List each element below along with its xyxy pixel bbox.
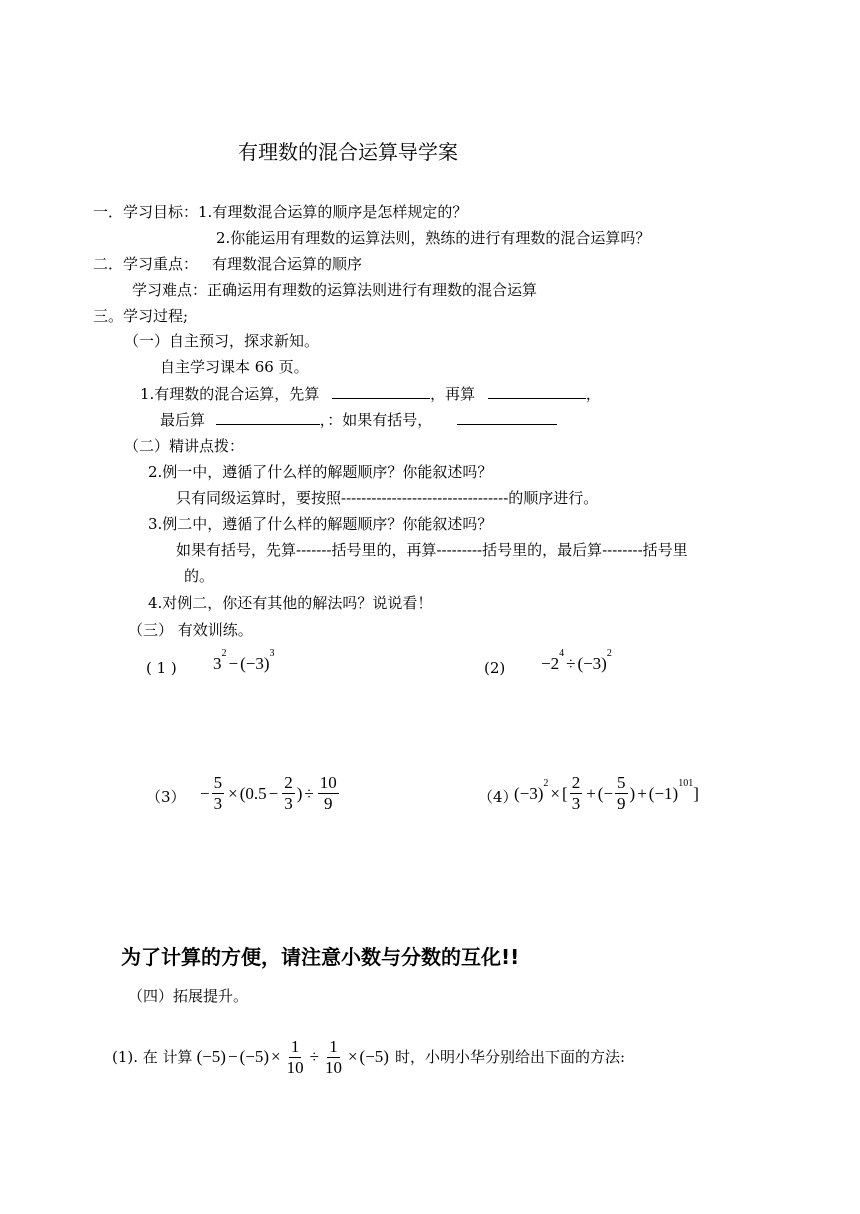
part2-q3: 3.例二中，遵循了什么样的解题顺序？你能叙述吗？ [148, 515, 493, 533]
problem-2-label: (2) [484, 659, 506, 677]
fraction: $\frac{1}{10}$ [286, 1036, 304, 1077]
q1-text-c: ， [585, 385, 601, 403]
extension-problem-1 [112, 1032, 625, 1082]
part4-heading: （四）拓展提升。 [128, 987, 249, 1005]
problem-1-label: ( 1 ) [146, 659, 177, 677]
part2-heading: （二）精讲点拨： [124, 437, 245, 455]
q1-text-b: ，再算 [430, 385, 476, 403]
q1-text-d: 最后算 [160, 411, 206, 429]
problem-1-expression: $3^2$ − $(-3)^3$ [213, 648, 275, 673]
part1-heading: （一）自主预习，探求新知。 [124, 332, 320, 350]
extension-tail: 时，小明小华分别给出下面的方法: [394, 1048, 626, 1066]
difficulty-line [132, 280, 537, 300]
part3-heading: （三） 有效训练。 [128, 621, 253, 639]
problem-4-expression: $(-3)^2$ × [ $\frac{2}{3}$ + (− $\frac{5}{9}$ ) + $(-1)^{101}$ ] [514, 773, 699, 813]
blank-first[interactable] [332, 384, 430, 399]
focus-text: 有理数混合运算的顺序 [212, 255, 363, 273]
fraction: $\frac{2}{3}$ [284, 773, 293, 813]
extension-expression: (−5) − (−5) × $\frac{1}{10}$ ÷ $\frac{1}{10}$ × (−5) [196, 1036, 389, 1077]
part2-q3-answer-1: 如果有括号，先算-------括号里的，再算---------括号里的，最后算--------括号里 [176, 541, 688, 559]
blank-bracket[interactable] [457, 410, 557, 425]
blank-last[interactable] [216, 410, 320, 425]
part1-line: 自主学习课本 66 页。 [160, 358, 309, 376]
q1-text-a: 1.有理数的混合运算，先算 [140, 385, 320, 403]
problem-3-label: （3） [146, 788, 186, 806]
fraction: $\frac{2}{3}$ [571, 773, 581, 813]
problem-3-expression: − $\frac{5}{3}$ × (0.5 − $\frac{2}{3}$ ) ÷ $\frac{10}{9}$ [200, 773, 337, 813]
goals-item-2: 2.你能运用有理数的运算法则，熟练的进行有理数的混合运算吗？ [216, 229, 651, 247]
problem-2-expression: $-2^4$ ÷ $(-3)^2$ [541, 648, 612, 673]
focus-line [93, 254, 362, 274]
part2-q2: 2.例一中，遵循了什么样的解题顺序？你能叙述吗？ [148, 463, 493, 481]
problem-4-label: （4） [478, 788, 518, 806]
blank-then[interactable] [488, 384, 586, 399]
extension-label: (1). 在 计算 [112, 1048, 193, 1066]
goals-line-1 [93, 202, 467, 222]
goals-item-1: 1.有理数混合运算的顺序是怎样规定的？ [198, 203, 468, 221]
part2-q2-answer: 只有同级运算时，要按照---------------------------------的顺序进行。 [176, 489, 599, 507]
fraction: $\frac{5}{9}$ [617, 773, 626, 813]
fraction: $\frac{10}{9}$ [319, 773, 337, 813]
difficulty-label: 学习难点： [132, 281, 208, 299]
fraction: $\frac{5}{3}$ [213, 773, 223, 813]
difficulty-text: 正确运用有理数的运算法则进行有理数的混合运算 [207, 281, 538, 299]
tip-banner: 为了计算的方便，请注意小数与分数的互化!! [121, 945, 520, 969]
page-title: 有理数的混合运算导学案 [238, 140, 458, 164]
q1-text-e: ，：如果有括号， [319, 411, 433, 429]
focus-label: 二．学习重点： [93, 255, 199, 273]
process-heading: 三。学习过程; [93, 307, 189, 325]
part1-q1-line [140, 384, 601, 404]
part1-q1-line-2 [160, 410, 557, 430]
part2-q4: 4.对例二，你还有其他的解法吗？说说看！ [148, 594, 433, 612]
part2-q3-answer-2: 的。 [184, 567, 215, 585]
goals-label: 一．学习目标： [93, 203, 199, 221]
fraction: $\frac{1}{10}$ [324, 1036, 342, 1077]
